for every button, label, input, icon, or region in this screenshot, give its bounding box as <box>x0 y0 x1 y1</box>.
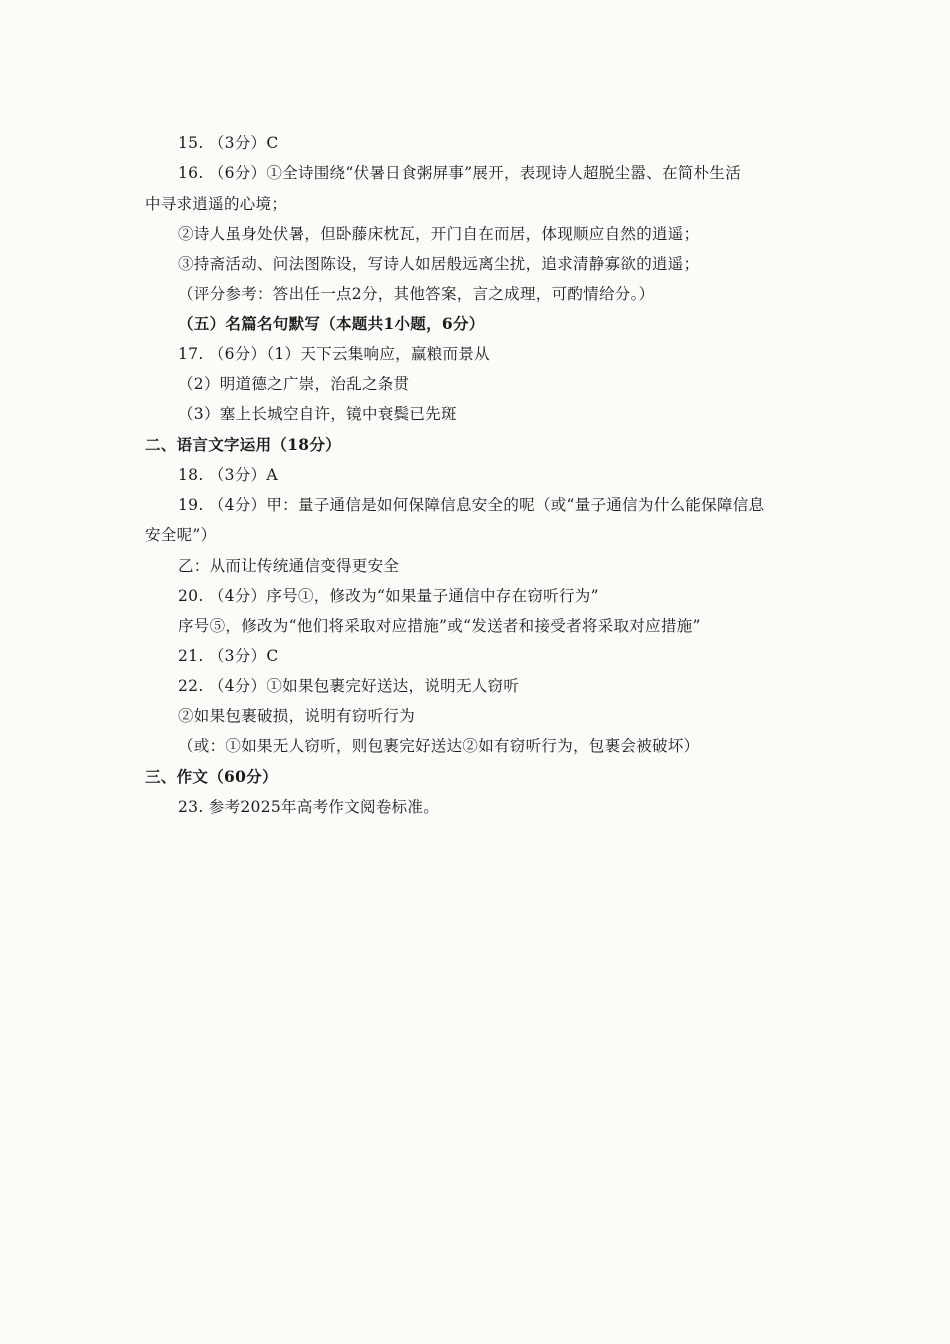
answer-19-cont: 安全呢”） <box>145 526 217 544</box>
answer-22-alt: （或：①如果无人窃听，则包裹完好送达②如有窃听行为，包裹会被破坏） <box>178 737 700 755</box>
answer-16-point-2: ②诗人虽身处伏暑，但卧藤床枕瓦，开门自在而居，体现顺应自然的逍遥； <box>178 225 700 243</box>
answer-17-3: （3）塞上长城空自许，镜中衰鬓已先斑 <box>178 405 457 423</box>
scoring-note: （评分参考：答出任一点2分，其他答案，言之成理，可酌情给分。） <box>178 285 655 303</box>
answer-18: 18. （3分）A <box>178 466 278 484</box>
answer-22: 22. （4分）①如果包裹完好送达，说明无人窃听 <box>178 677 520 695</box>
section-2-heading: 二、语言文字运用（18分） <box>145 435 341 454</box>
answer-19: 19. （4分）甲：量子通信是如何保障信息安全的呢（或“量子通信为什么能保障信息 <box>178 496 765 514</box>
answer-23: 23. 参考2025年高考作文阅卷标准。 <box>178 798 440 816</box>
section-3-heading: 三、作文（60分） <box>145 767 278 786</box>
answer-16-cont: 中寻求逍遥的心境； <box>145 195 288 213</box>
answer-16: 16. （6分）①全诗围绕“伏暑日食粥屏事”展开，表现诗人超脱尘嚣、在简朴生活 <box>178 164 741 182</box>
answer-17: 17. （6分）（1）天下云集响应，赢粮而景从 <box>178 345 490 363</box>
answer-20-cont: 序号⑤，修改为“他们将采取对应措施”或“发送者和接受者将采取对应措施” <box>178 617 701 635</box>
answer-20: 20. （4分）序号①，修改为“如果量子通信中存在窃听行为” <box>178 587 599 605</box>
section-5-heading: （五）名篇名句默写（本题共1小题，6分） <box>178 314 485 333</box>
answer-19-yi: 乙：从而让传统通信变得更安全 <box>178 557 400 575</box>
answer-21: 21. （3分）C <box>178 647 279 665</box>
answer-16-point-3: ③持斋活动、问法图陈设，写诗人如居般远离尘扰，追求清静寡欲的逍遥； <box>178 255 700 273</box>
answer-15: 15. （3分）C <box>178 134 279 152</box>
answer-17-2: （2）明道德之广崇，治乱之条贯 <box>178 375 410 393</box>
answer-22-2: ②如果包裹破损，说明有窃听行为 <box>178 707 416 725</box>
